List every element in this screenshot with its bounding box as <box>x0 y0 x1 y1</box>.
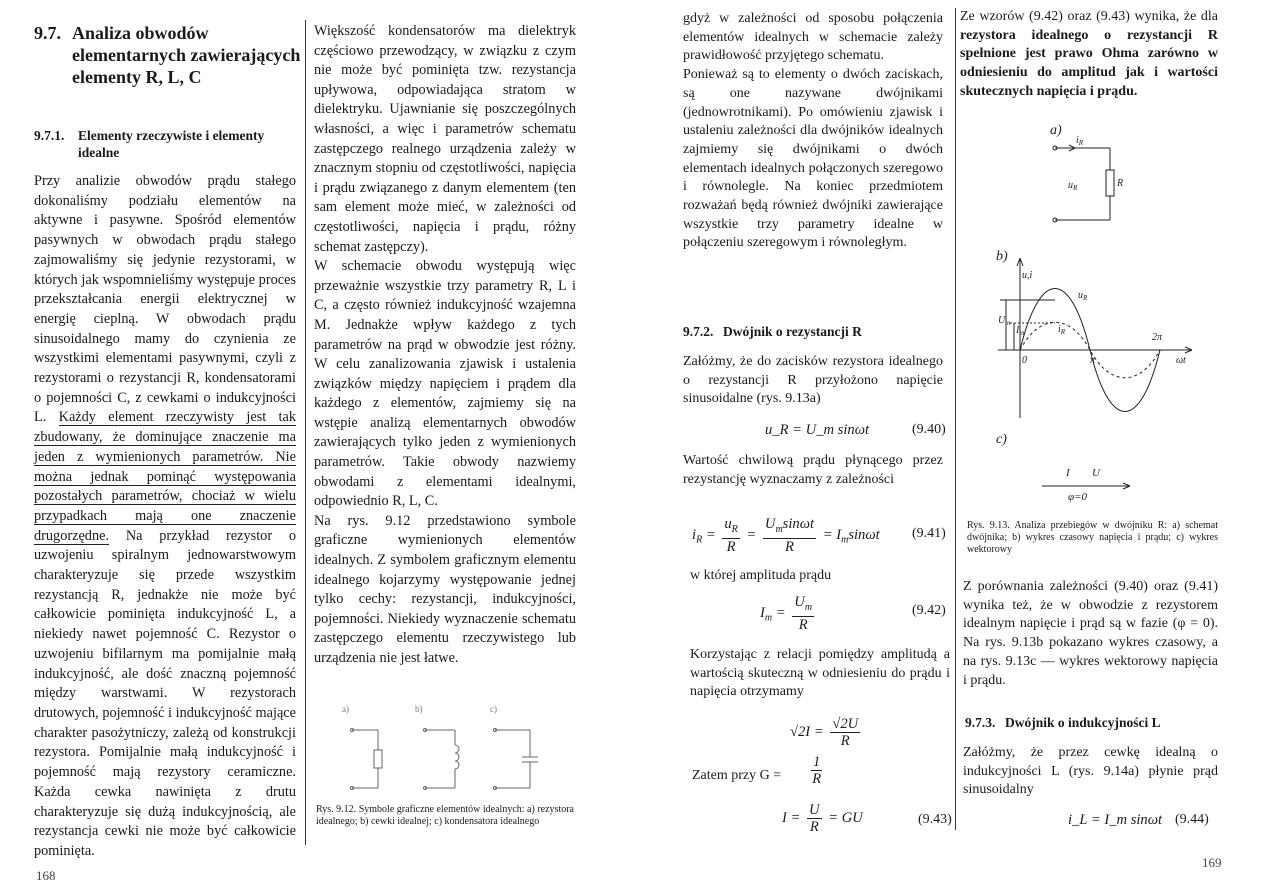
inductor-symbol <box>424 729 460 790</box>
zatem-label: Zatem przy G = <box>692 768 782 783</box>
left-column-1 <box>34 172 296 862</box>
right-column-1-para <box>690 566 930 586</box>
section-heading <box>34 22 304 88</box>
svg-text:0: 0 <box>1022 355 1027 366</box>
fig-label-c: c) <box>490 704 497 714</box>
section-title-line3: elementy R, L, C <box>72 67 202 87</box>
conductance-fraction: $\frac{1}{R}$ <box>812 754 822 787</box>
paragraph: Z porównania zależności (9.40) oraz (9.41) wynika też, że w obwodzie z rezystorem idealnym napięcie i prąd są w fazie (φ = 0). Na rys. 9.13b pokazano wykres czasowy, a na rys. 9.13c — wykres wektorowy napięcia i prądu. <box>963 579 1218 688</box>
subsection-number: 9.7.3. <box>965 715 996 730</box>
underlined-passage: Każdy element rzeczywisty jest tak zbudowany, że dominujące znaczenie ma jeden z wymienionych parametrów. Nie można jednak pominąć występowania pozostałych parametrów, chociaż w wielu przypadkach mają one znaczenie drugorzędne. <box>34 409 296 544</box>
page-number-left: 168 <box>36 868 56 883</box>
equation-number: (9.42) <box>912 603 946 618</box>
subsection-number: 9.7.2. <box>683 324 714 339</box>
equation-number: (9.40) <box>912 422 946 437</box>
svg-text:iR: $i_R$ <box>1058 324 1066 336</box>
subsection-title-line1: Elementy rzeczywiste i elementy <box>78 128 265 143</box>
equation-9-43: I = $\frac{U}{R}$ = GU <box>782 802 863 835</box>
figure-9-12-caption: Rys. 9.12. Symbole graficzne elementów idealnych: a) rezystora idealnego; b) cewki idealnej; c) kondensatora idealnego <box>316 804 574 827</box>
svg-text:iR: $i_R$ <box>1076 135 1084 147</box>
fig-label-a: a) <box>1050 123 1062 138</box>
resistor-symbol <box>351 729 383 790</box>
paragraph: gdyż w zależności od sposobu połączenia elementów idealnych w schemacie zależy prawidłowość przyjętego schematu. <box>683 11 943 64</box>
svg-text:Um: $U_m$ <box>998 315 1011 327</box>
section-number: 9.7. <box>34 23 61 43</box>
svg-text:uR: $u_R$ <box>1068 180 1078 192</box>
svg-text:u,i: u,i <box>1022 270 1033 281</box>
ohms-law-statement: rezystora idealnego o rezystancji R spełnione jest prawo Ohma zarówno w odniesieniu do amplitud jak i wartości skutecznych napięcia i prądu. <box>960 27 1218 99</box>
paragraph: Wartość chwilową prądu płynącego przez rezystancję wyznaczamy z zależności <box>683 453 943 487</box>
svg-text:U: U <box>1092 467 1100 479</box>
paragraph: Większość kondensatorów ma dielektryk częściowo przewodzący, w związku z czym nie może być pominięta tzw. rezystancja upływowa, odpowiadająca stratom w dielektryku. Ujawnianie się poszczególnych własności, a więc i parametrów schematu zastępczego realnego urządzenia zależy w znacznym stopniu od częstotliwości, napięcia i prądu związanego z danym elementem (ten sam element może mieć, w zależności od częstotliwości, napięcia i prądu, różny schemat zastępczy). <box>314 23 576 255</box>
right-column-1-para <box>690 646 950 702</box>
right-column-1-para <box>683 353 943 409</box>
subsection-number: 9.7.1. <box>34 128 65 143</box>
svg-text:uR: $u_R$ <box>1078 290 1088 302</box>
section-title-line2: elementarnych zawierających <box>72 45 301 65</box>
column-divider <box>955 8 956 830</box>
time-domain-plot <box>998 258 1192 418</box>
subsection-title: Dwójnik o indukcyjności L <box>1005 715 1161 730</box>
svg-text:Im: $I_m$ <box>1016 325 1025 337</box>
paragraph: Załóżmy, że przez cewkę idealną o indukcyjności L (rys. 9.14a) płynie prąd sinusoidalny <box>963 745 1218 798</box>
figure-9-12 <box>330 700 570 800</box>
resistor-circuit-schematic <box>1053 145 1114 222</box>
capacitor-symbol <box>494 729 539 790</box>
svg-text:R: R <box>1117 178 1124 189</box>
equation-9-44: i_L = I_m sinωt <box>1068 812 1163 828</box>
paragraph: Ponieważ są to elementy o dwóch zaciskach, są one nazywane dwójnikami (jednowrotnikami). Po omówieniu zjawisk i ustaleniu zależności dla dwójników idealnych zajmiemy się dwójnikami o dwóch elementach idealnych połączonych szeregowo i równolegle. Na koniec przedmiotem rozważań będą również dwójniki zawierające wszystkie trzy parametry idealne w połączeniu szeregowym i równoległym. <box>683 67 943 251</box>
subsection-title: Dwójnik o rezystancji R <box>723 324 862 339</box>
svg-text:φ=0: φ=0 <box>1068 491 1088 503</box>
svg-text:2π: 2π <box>1152 332 1163 343</box>
paragraph: Przy analizie obwodów prądu stałego dokonaliśmy podziału elementów na aktywne i pasywne. Spośród elementów pasywnych w obwodach prądu stałego zajmowaliśmy się jedynie rezystorami, w których jak wspomnieliśmy występuje proces przekształcania energii elektrycznej w energię cieplną. W obwodach prądu sinusoidalnego mamy do czynienia ze wszystkimi elementami pasywnymi, czyli z rezystorami o rezystancji R, kondensatorami o pojemności C, z cewkami o indukcyjności L. <box>34 173 296 426</box>
left-column-2 <box>314 22 576 669</box>
paragraph: Ze wzorów (9.42) oraz (9.43) wynika, że dla <box>960 9 1218 24</box>
fig-label-b: b) <box>415 704 423 714</box>
svg-text:I: I <box>1066 467 1070 479</box>
equation-number: (9.43) <box>918 812 952 827</box>
paragraph: W schemacie obwodu występują więc przeważnie wszystkie trzy parametry R, L i C, a często również indukcyjność wzajemna M. Jednakże wpływ każdego z tych parametrów na prąd w obwodzie jest różny. W celu zanalizowania zjawisk i ustalenia związków między napięciem i prądem dla każdego z elementów, zajmiemy się na wstępie analizą elementarnych obwodów zawierających tylko jeden z wymienionych parametrów. Takie obwody nazwiemy obwodami z elementami idealnymi, odpowiednio R, L, C. <box>314 258 576 510</box>
paragraph: w której amplituda prądu <box>690 568 832 583</box>
fig-label-b: b) <box>996 249 1008 264</box>
subsection-heading-972 <box>683 323 943 340</box>
svg-text:ωt: ωt <box>1176 355 1186 366</box>
equation-number: (9.44) <box>1175 812 1209 827</box>
equation-sqrt2: √2I = $\frac{√2U}{R}$ <box>790 716 859 749</box>
paragraph: Załóżmy, że do zacisków rezystora idealnego o rezystancji R przyłożono napięcie sinusoidalne (rys. 9.13a) <box>683 354 943 407</box>
equation-9-42: $I_m$ = $\frac{U_m}{R}$ <box>760 594 813 633</box>
paragraph: Na przykład rezystor o uzwojeniu spiralnym jednowarstwowym charakteryzuje się przede wszystkim rezystancją R, jednakże nie może być całkowicie pominięta indukcyjność L, a niekiedy nawet pojemność C. Rezystor o uzwojeniu bifilarnym ma pomijalnie małą indukcyjność, ale dość znaczną pojemność między warstwami. W rezystorach drutowych, pojemność i indukcyjność mające charakter pasożytniczy, zależą od konstrukcji rezystora. Pomijalnie małą indukcyjność i pojemność mają rezystory ceramiczne. Każda cewka nawinięta z drutu charakteryzuje się dużą indukcyjnością, ale rezystancja cewki nie może być całkowicie pominięta. <box>34 527 297 859</box>
fig-label-a: a) <box>342 704 349 714</box>
subsection-heading-973 <box>965 714 1220 731</box>
phasor-diagram <box>1042 483 1130 489</box>
figure-9-13-caption: Rys. 9.13. Analiza przebiegów w dwójniku R: a) schemat dwójnika; b) wykres czasowy napięcia i prądu; c) wykres wektorowy <box>967 520 1218 555</box>
equation-9-40: u_R = U_m sinωt <box>765 422 870 438</box>
right-column-2-para <box>963 744 1218 800</box>
subsection-title-line2: idealne <box>78 145 120 160</box>
paragraph: Korzystając z relacji pomiędzy amplitudą a wartością skuteczną w odniesieniu do prądu i napięcia otrzymamy <box>690 647 950 700</box>
right-column-2-top <box>960 8 1218 102</box>
figure-9-13 <box>980 118 1210 518</box>
equation-number: (9.41) <box>912 526 946 541</box>
subsection-heading <box>34 127 299 161</box>
section-title-line1: Analiza obwodów <box>72 23 209 43</box>
svg-text:π: π <box>1090 355 1096 366</box>
page-number-right: 169 <box>1202 855 1222 870</box>
right-column-1-top <box>683 10 943 253</box>
column-divider <box>305 20 306 845</box>
equation-9-41: $i_R$ = $\frac{u_R}{R}$ = $\frac{U_m\sin\omega t}{R}$ = $I_m\sin\omega t$ <box>692 516 880 555</box>
paragraph: Na rys. 9.12 przedstawiono symbole graficzne wymienionych elementów idealnych. Z symbolem graficznym elementu idealnego kojarzymy występowanie jednej tylko cechy: rezystancji, indukcyjności, pojemności. Niekiedy wyznaczenie schematu zastępczego elementu rzeczywistego lub urządzenia nie jest łatwe. <box>314 512 576 666</box>
right-column-1-para <box>683 452 943 489</box>
fig-label-c: c) <box>996 432 1007 447</box>
right-column-2-para <box>963 578 1218 690</box>
